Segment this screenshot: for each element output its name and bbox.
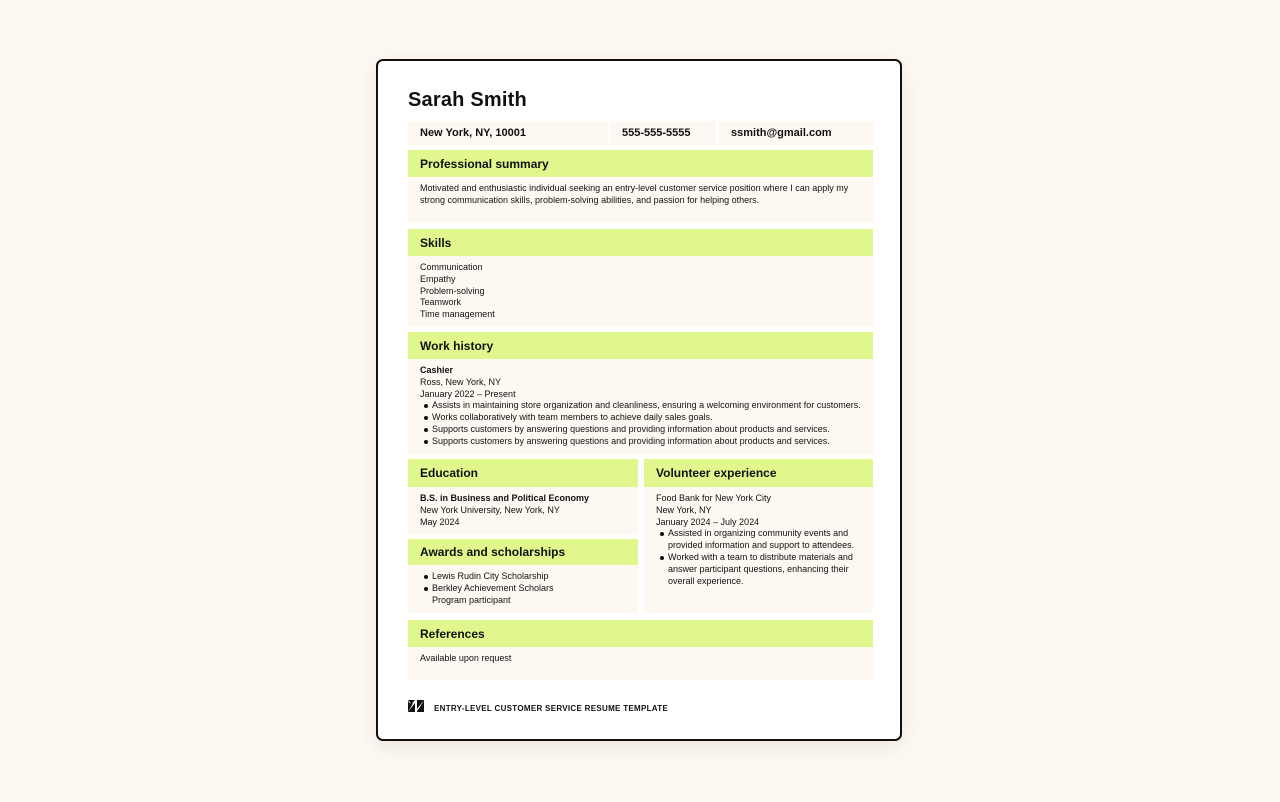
footer <box>408 701 668 715</box>
contact-location: New York, NY, 10001 <box>408 121 608 145</box>
work-bullet: Supports customers by answering questions and providing information about products and services. <box>420 436 861 448</box>
awards-body <box>408 565 638 613</box>
contact-phone: 555-555-5555 <box>610 121 716 145</box>
work-bullet: Works collaboratively with team members to achieve daily sales goals. <box>420 412 861 424</box>
references-body <box>408 647 873 680</box>
work-bullet: Assists in maintaining store organization and cleanliness, ensuring a welcoming environment for customers. <box>420 400 861 412</box>
awards-list <box>420 571 560 606</box>
summary-text: Motivated and enthusiastic individual seeking an entry-level customer service position where I can apply my strong communication skills, problem-solving abilities, and passion for helping others. <box>420 183 849 205</box>
volunteer-bullet: Worked with a team to distribute materials and answer participant questions, enhancing their overall experience. <box>656 552 856 587</box>
footer-label: ENTRY-LEVEL CUSTOMER SERVICE RESUME TEMPLATE <box>434 703 669 713</box>
education-header: Education <box>408 459 638 487</box>
award-item: Berkley Achievement Scholars Program participant <box>420 583 560 607</box>
volunteer-dates: January 2024 – July 2024 <box>656 516 760 527</box>
skill-item: Communication <box>420 262 483 272</box>
work-body <box>408 359 873 455</box>
skills-body <box>408 256 873 327</box>
skill-item: Time management <box>420 309 495 320</box>
references-text: Available upon request <box>420 653 512 663</box>
contact-email: ssmith@gmail.com <box>719 121 873 145</box>
summary-body <box>408 177 873 223</box>
summary-header: Professional summary <box>408 150 873 177</box>
skill-item: Empathy <box>420 273 456 284</box>
education-degree: B.S. in Business and Political Economy <box>420 493 590 503</box>
work-job-title: Cashier <box>420 365 454 375</box>
volunteer-header: Volunteer experience <box>644 459 873 487</box>
volunteer-body <box>644 487 873 613</box>
volunteer-bullet: Assisted in organizing community events and provided information and support to attendees. <box>656 528 856 552</box>
education-date: May 2024 <box>420 516 460 527</box>
volunteer-bullets <box>656 528 856 587</box>
work-bullet: Supports customers by answering questions and providing information about products and services. <box>420 424 861 436</box>
work-location: Ross, New York, NY <box>420 376 502 387</box>
references-header: References <box>408 620 873 647</box>
work-header: Work history <box>408 332 873 359</box>
volunteer-org: Food Bank for New York City <box>656 493 772 503</box>
skill-item: Problem-solving <box>420 285 485 296</box>
skills-header: Skills <box>408 229 873 256</box>
work-bullets <box>420 400 861 447</box>
skill-item: Teamwork <box>420 297 462 308</box>
volunteer-location: New York, NY <box>656 504 712 515</box>
awards-header: Awards and scholarships <box>408 539 638 565</box>
work-dates: January 2022 – Present <box>420 388 516 399</box>
zendesk-logo-icon <box>408 699 424 717</box>
education-school: New York University, New York, NY <box>420 504 560 515</box>
resume-name: Sarah Smith <box>408 89 527 111</box>
award-item: Lewis Rudin City Scholarship <box>420 571 560 583</box>
education-body <box>408 487 638 535</box>
resume-card <box>376 59 902 741</box>
